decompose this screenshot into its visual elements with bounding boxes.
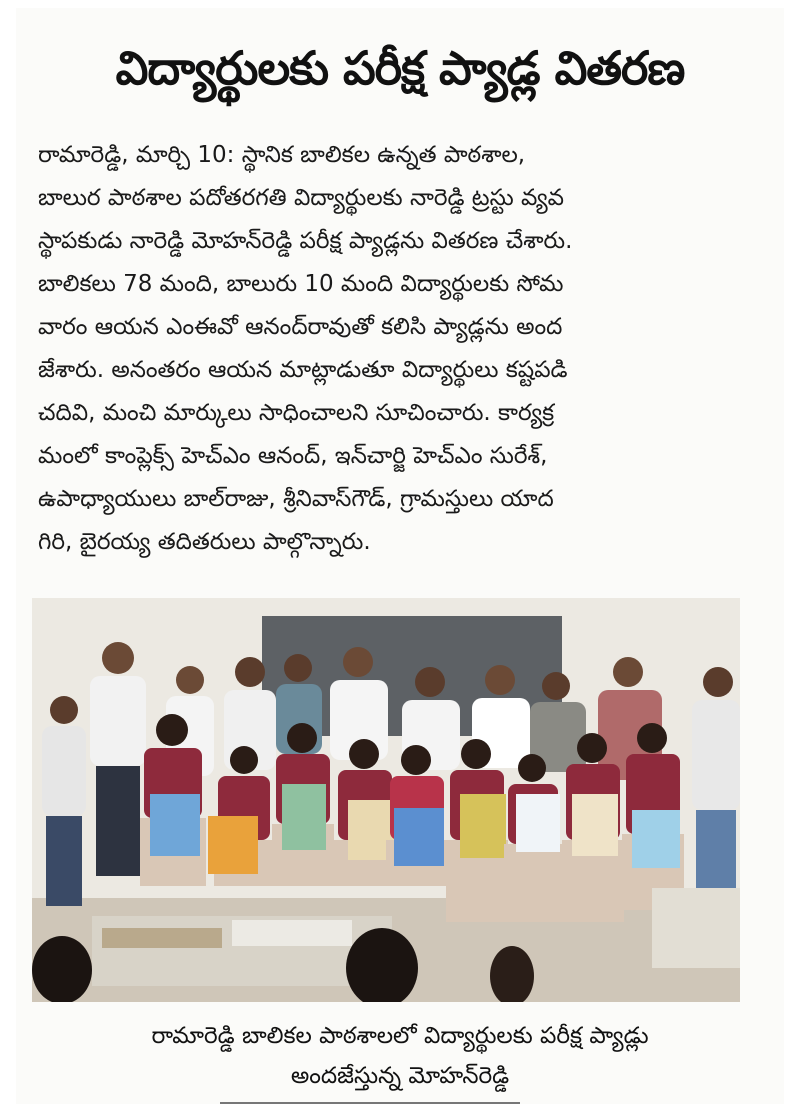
body-line: మంలో కాంప్లెక్స్ హెచ్‌ఎం ఆనంద్, ఇన్‌చార్జి హెచ్‌ఎం సురేశ్, — [38, 443, 548, 469]
caption-line: అందజేస్తున్న మోహన్‌రెడ్డి — [290, 1063, 510, 1089]
body-line: గిరి, బైరయ్య తదితరులు పాల్గొన్నారు. — [38, 529, 371, 555]
photo-caption — [16, 1016, 784, 1096]
body-line: బాలికలు 78 మంది, బాలురు 10 మంది విద్యార్థులకు సోమ — [38, 271, 564, 297]
body-line: చదివి, మంచి మార్కులు సాధించాలని సూచించారు. కార్యక్ర — [38, 400, 555, 426]
article-headline: విద్యార్థులకు పరీక్ష ప్యాడ్ల వితరణ — [115, 41, 685, 95]
body-line: వారం ఆయన ఎంఈవో ఆనంద్‌రావుతో కలిసి ప్యాడ్లను అంద — [38, 314, 563, 340]
body-line: ఉపాధ్యాయులు బాల్‌రాజు, శ్రీనివాస్‌గౌడ్, గ్రామస్తులు యాద — [38, 486, 554, 512]
article-body — [38, 134, 764, 564]
group-photo-illustration — [32, 598, 740, 1002]
group-photo — [32, 598, 740, 1002]
body-line: బాలుర పాఠశాల పదోతరగతి విద్యార్థులకు నారెడ్డి ట్రస్టు వ్యవ — [38, 185, 564, 211]
body-line: జేశారు. అనంతరం ఆయన మాట్లాడుతూ విద్యార్థులు కష్టపడి — [38, 357, 568, 383]
caption-line: రామారెడ్డి బాలికల పాఠశాలలో విద్యార్థులకు పరీక్ష ప్యాడ్లు — [151, 1023, 649, 1049]
body-line: రామారెడ్డి, మార్చి 10: స్థానిక బాలికల ఉన్నత పాఠశాల, — [38, 142, 526, 168]
bottom-divider — [220, 1102, 520, 1104]
body-line: స్థాపకుడు నారెడ్డి మోహన్‌రెడ్డి పరీక్ష ప్యాడ్లను వితరణ చేశారు. — [38, 228, 573, 254]
newspaper-clipping — [16, 8, 784, 1104]
